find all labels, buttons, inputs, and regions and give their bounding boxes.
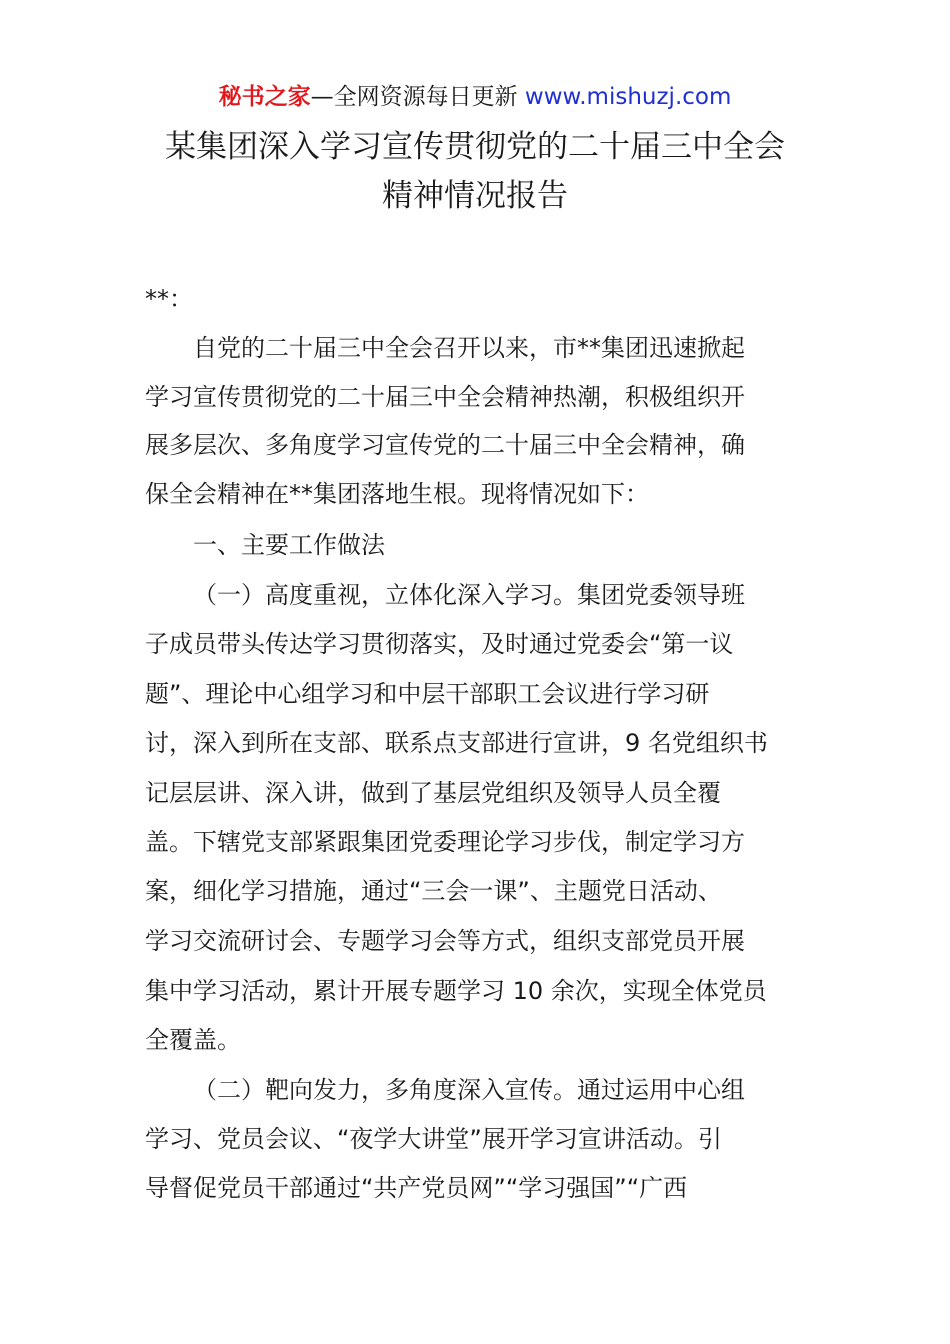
paragraph-line: （一）高度重视，立体化深入学习。集团党委领导班 xyxy=(193,581,745,609)
section-heading: 一、主要工作做法 xyxy=(193,531,385,559)
paragraph-line: 子成员带头传达学习贯彻落实，及时通过党委会“第一议 xyxy=(145,630,734,658)
paragraph-line: 学习宣传贯彻党的二十届三中全会精神热潮，积极组织开 xyxy=(145,383,745,411)
paragraph-line: 集中学习活动，累计开展专题学习 10 余次，实现全体党员 xyxy=(145,977,767,1005)
paragraph-line: 全覆盖。 xyxy=(145,1026,241,1054)
paragraph-line: （二）靶向发力，多角度深入宣传。通过运用中心组 xyxy=(193,1076,745,1104)
paragraph-line: 讨，深入到所在支部、联系点支部进行宣讲，9 名党组织书 xyxy=(145,729,768,757)
banner-tagline: —全网资源每日更新 xyxy=(310,84,525,110)
paragraph-line: 题”、理论中心组学习和中层干部职工会议进行学习研 xyxy=(145,680,710,708)
salutation: **： xyxy=(145,285,193,313)
site-banner xyxy=(0,82,950,112)
paragraph-line: 展多层次、多角度学习宣传党的二十届三中全会精神，确 xyxy=(145,431,745,459)
document-title-line-1: 某集团深入学习宣传贯彻党的二十届三中全会 xyxy=(165,129,785,165)
paragraph-line: 学习交流研讨会、专题学习会等方式，组织支部党员开展 xyxy=(145,927,745,955)
paragraph-line: 自党的二十届三中全会召开以来，市**集团迅速掀起 xyxy=(193,334,745,362)
document-title-line-2: 精神情况报告 xyxy=(382,178,568,214)
paragraph-line: 学习、党员会议、“夜学大讲堂”展开学习宣讲活动。引 xyxy=(145,1125,722,1153)
paragraph-line: 保全会精神在**集团落地生根。现将情况如下： xyxy=(145,480,649,508)
paragraph-line: 盖。下辖党支部紧跟集团党委理论学习步伐，制定学习方 xyxy=(145,828,745,856)
banner-brand: 秘书之家 xyxy=(218,84,311,110)
paragraph-line: 记层层讲、深入讲，做到了基层党组织及领导人员全覆 xyxy=(145,779,721,807)
paragraph-line: 导督促党员干部通过“共产党员网”“学习强国”“广西 xyxy=(145,1174,688,1202)
paragraph-line: 案，细化学习措施，通过“三会一课”、主题党日活动、 xyxy=(145,877,722,905)
banner-url-link[interactable]: www.mishuzj.com xyxy=(524,84,732,110)
